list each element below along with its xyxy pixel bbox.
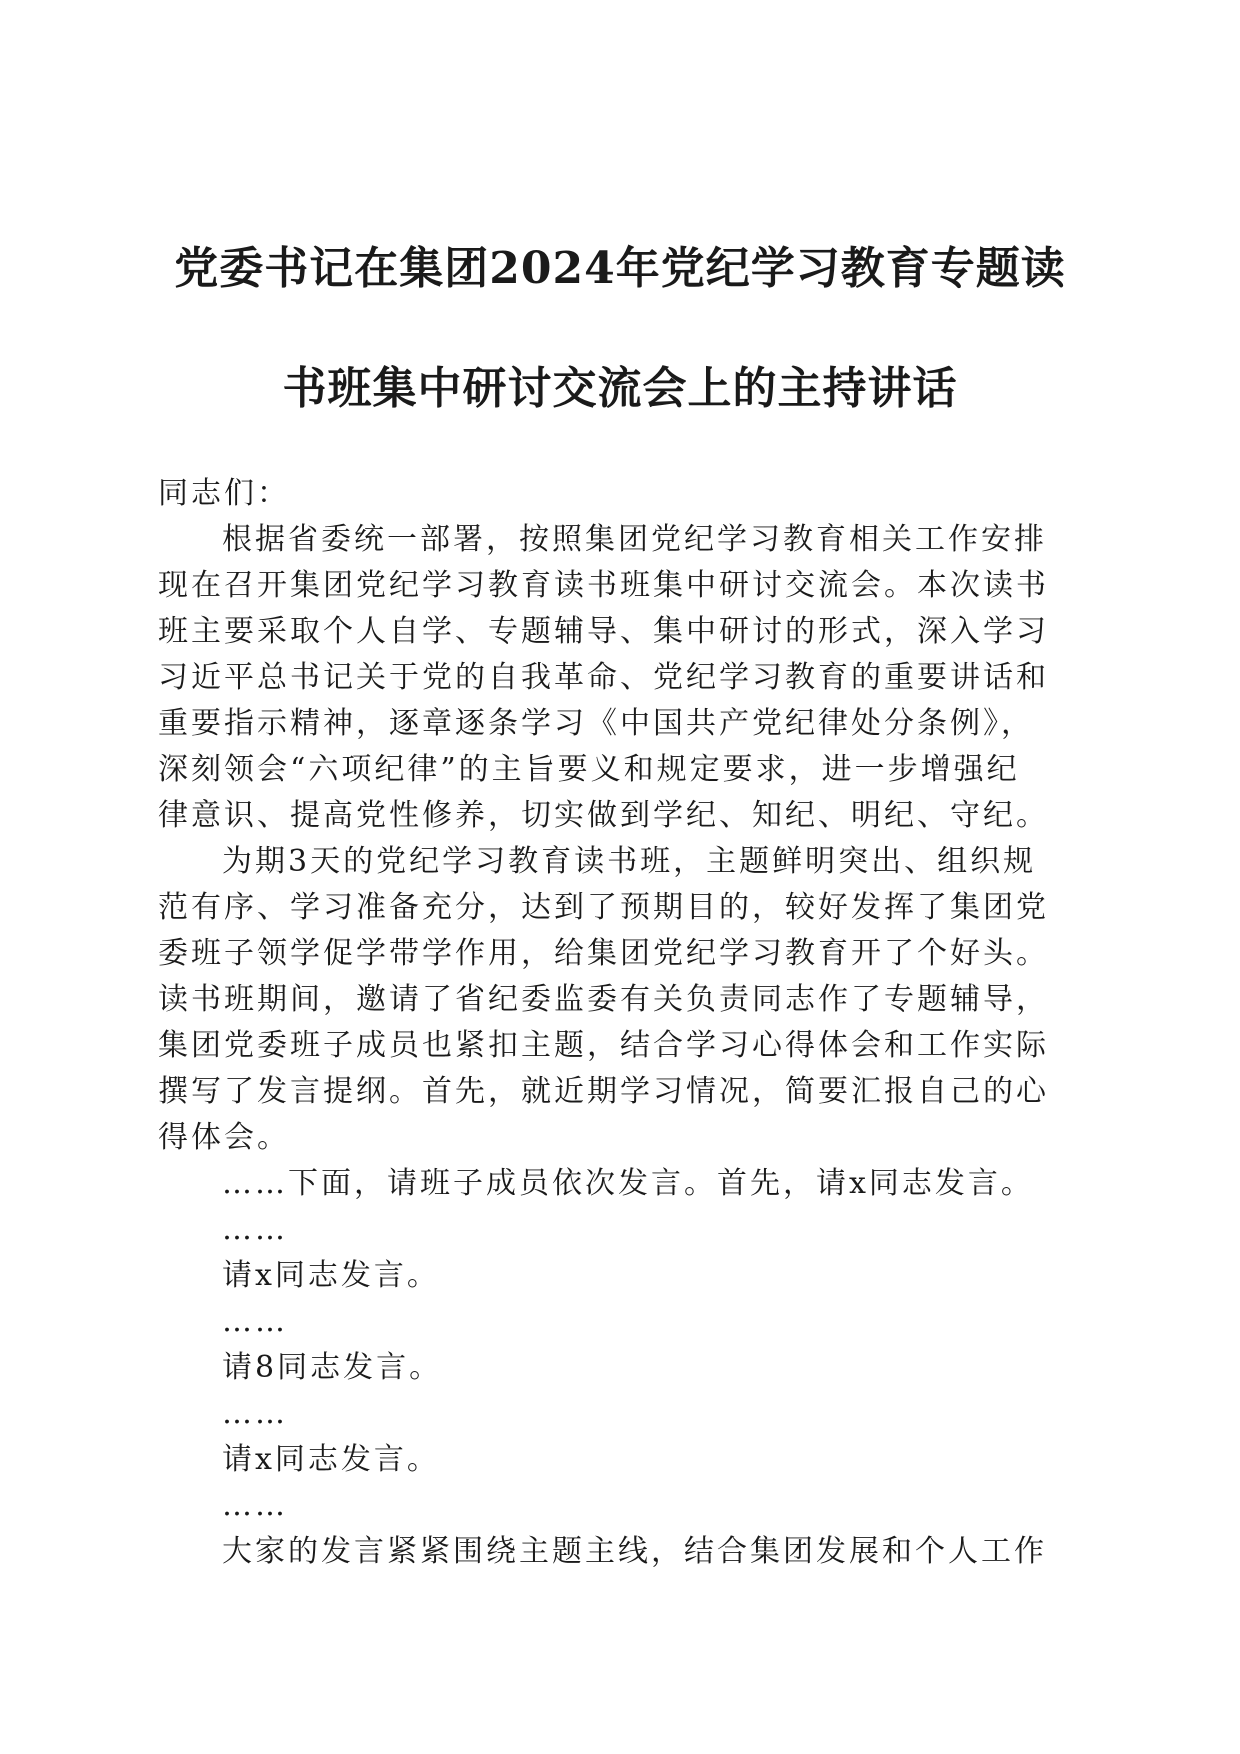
paragraph-1-line: 律意识、提高党性修养，切实做到学纪、知纪、明纪、守纪。: [158, 798, 1049, 833]
paragraph-2-line: 委班子领学促学带学作用，给集团党纪学习教育开了个好头。: [158, 936, 1049, 971]
paragraph-2-line: 得体会。: [158, 1120, 290, 1155]
closing-paragraph-line: 大家的发言紧紧围绕主题主线，结合集团发展和个人工作: [222, 1534, 1047, 1569]
salutation: 同志们：: [158, 476, 290, 511]
paragraph-2-line: 集团党委班子成员也紧扣主题，结合学习心得体会和工作实际: [158, 1028, 1049, 1063]
paragraph-2-line: 为期3天的党纪学习教育读书班，主题鲜明突出、组织规: [222, 844, 1037, 879]
paragraph-2-line: 读书班期间，邀请了省纪委监委有关负责同志作了专题辅导，: [158, 982, 1049, 1017]
paragraph-2-line: 撰写了发言提纲。首先，就近期学习情况，简要汇报自己的心: [158, 1074, 1049, 1109]
paragraph-1-line: 深刻领会“六项纪律”的主旨要义和规定要求，进一步增强纪: [158, 752, 1020, 787]
ellipsis-line: ……: [222, 1488, 288, 1523]
ellipsis-line: ……: [222, 1396, 288, 1431]
speaker-call: 请x同志发言。: [222, 1442, 440, 1477]
speaker-intro: ……下面，请班子成员依次发言。首先，请x同志发言。: [222, 1166, 1034, 1201]
speaker-call: 请8同志发言。: [222, 1350, 443, 1385]
document-body: [158, 471, 1078, 1575]
ellipsis-line: ……: [222, 1212, 288, 1247]
paragraph-1-line: 根据省委统一部署，按照集团党纪学习教育相关工作安排: [222, 522, 1047, 557]
paragraph-1-line: 班主要采取个人自学、专题辅导、集中研讨的形式，深入学习: [158, 614, 1049, 649]
paragraph-1-line: 习近平总书记关于党的自我革命、党纪学习教育的重要讲话和: [158, 660, 1049, 695]
paragraph-2-line: 范有序、学习准备充分，达到了预期目的，较好发挥了集团党: [158, 890, 1049, 925]
document-title-line-2: 书班集中研讨交流会上的主持讲话: [282, 363, 958, 414]
ellipsis-line: ……: [222, 1304, 288, 1339]
document-title-line-1: 党委书记在集团2024年党纪学习教育专题读: [174, 243, 1066, 294]
paragraph-1-line: 现在召开集团党纪学习教育读书班集中研讨交流会。本次读书: [158, 568, 1049, 603]
speaker-call: 请x同志发言。: [222, 1258, 440, 1293]
paragraph-1-line: 重要指示精神，逐章逐条学习《中国共产党纪律处分条例》，: [158, 706, 1034, 741]
